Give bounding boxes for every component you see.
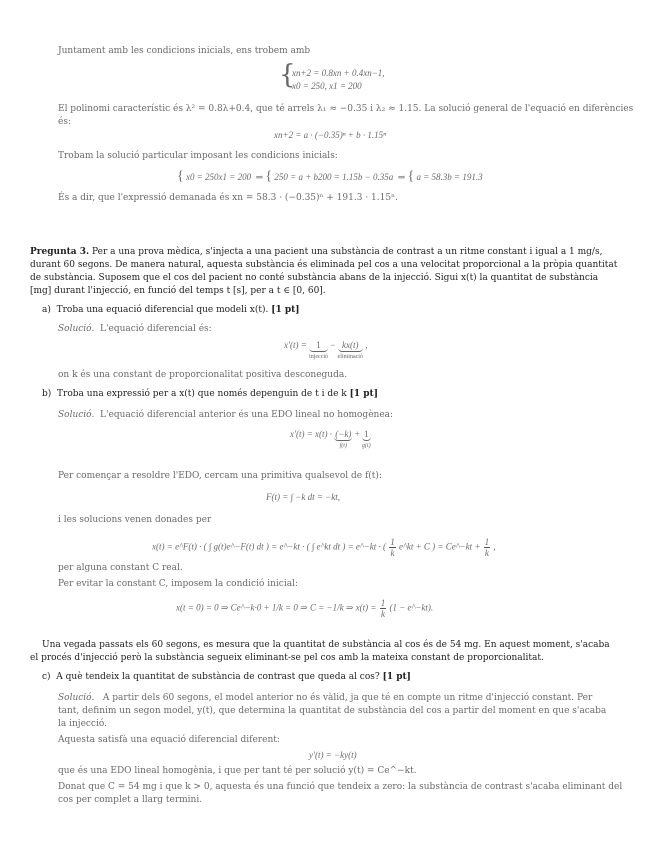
g-term-value: 1 xyxy=(362,429,371,441)
part-a-solution xyxy=(58,324,212,334)
part-b-solution-label: Solució. xyxy=(58,410,95,420)
final-line1: Donat que C = 54 mg i que k > 0, aquesta és una funció que tendeix a zero: la substància de contrast s'acaba eliminant del xyxy=(58,782,623,792)
part-b-label: b) xyxy=(42,389,52,399)
part-c-points: [1 pt] xyxy=(382,672,411,682)
part-a-solution-label: Solució. xyxy=(58,324,95,334)
elimination-term-value: kx(t) xyxy=(338,340,363,352)
initial-condition-intro: Per evitar la constant C, imposem la condició inicial: xyxy=(58,579,298,589)
general-solution-part3: , xyxy=(493,541,496,552)
interlude-line1: Una vegada passats els 60 segons, es mesura que la quantitat de substància al cos és de 54 mg. En aquest moment, s'acaba xyxy=(42,640,610,650)
primitive-equation: F(t) = ∫ −k dt = −kt, xyxy=(266,492,340,502)
question-line4: [mg] durant l'injecció, en funció del temps t [s], per a t ∈ [0, 60]. xyxy=(30,286,326,296)
part-a-text: Troba una equació diferencial que modeli x(t). xyxy=(56,305,269,315)
injection-term-label: injecció xyxy=(309,354,329,360)
f-term xyxy=(334,429,352,449)
part-b-equation xyxy=(290,429,371,449)
fraction-3-denominator: k xyxy=(380,609,385,619)
fraction-2-denominator: k xyxy=(484,548,489,558)
part-c-text: A què tendeix la quantitat de substància de contrast que queda al cos? xyxy=(56,672,380,682)
fraction-one-over-k-1 xyxy=(389,537,396,558)
g-term-label: g(t) xyxy=(361,443,371,449)
part-b-points: [1 pt] xyxy=(349,389,378,399)
part-c-solution-label: Solució. xyxy=(58,693,95,703)
part-b-solution-text: L'equació diferencial anterior és una EDO lineal no homogènea: xyxy=(100,410,394,420)
part-b-text: Troba una expressió per a x(t) que només depenguin de t i de k xyxy=(57,389,347,399)
question-line3: de substància. Suposem que el cos del pacient no conté substància abans de la injecció. Sigui x(t) la quantitat de substància xyxy=(30,273,599,283)
final-line2: cos per complet a llarg termini. xyxy=(58,795,203,805)
recurrence-equation: xn+2 = 0.8xn + 0.4xn−1, xyxy=(292,68,385,78)
part-c-heading xyxy=(42,672,411,682)
initial-condition-part1: x(t = 0) = 0 ⇒ Ce^−k·0 + 1/k = 0 ⇒ C = −1/k ⇒ x(t) = xyxy=(176,602,377,613)
fraction-1-denominator: k xyxy=(390,548,395,558)
solutions-intro: i les solucions venen donades per xyxy=(58,515,212,525)
intro-text: Juntament amb les condicions inicials, ens trobem amb xyxy=(58,46,311,56)
question-line1: Per a una prova mèdica, s'injecta a una pacient una substància de contrast a un ritme constant i igual a 1 mg/s, xyxy=(92,247,603,257)
injection-term-value: 1 xyxy=(309,340,328,352)
initial-condition-part2: (1 − e^−kt). xyxy=(389,602,434,613)
particular-intro: Trobam la solució particular imposant les condicions inicials: xyxy=(58,151,338,161)
general-solution: xn+2 = a · (−0.35)ⁿ + b · 1.15ⁿ xyxy=(274,130,386,140)
initial-condition-equation xyxy=(176,598,433,619)
part-a-heading xyxy=(42,305,300,315)
part-b-plus: + xyxy=(354,429,362,439)
part-a-solution-text: L'equació diferencial és: xyxy=(100,324,212,334)
primitive-intro: Per començar a resoldre l'EDO, cercam una primitiva qualsevol de f(t): xyxy=(58,471,382,481)
fraction-2-numerator: 1 xyxy=(484,537,490,547)
part-c-label: c) xyxy=(42,672,51,682)
homogeneous-equation: y′(t) = −ky(t) xyxy=(309,750,357,760)
f-term-value: (−k) xyxy=(335,429,352,439)
elimination-term-label: eliminació xyxy=(337,354,363,360)
fraction-one-over-k-3 xyxy=(380,598,387,619)
fraction-one-over-k-2 xyxy=(484,537,491,558)
question-line2: durant 60 segons. De manera natural, aquesta substància és eliminada pel cos a una velocitat proporcional a la pròpia quantitat xyxy=(30,260,618,270)
ic-system-1: x0 = 250x1 = 200 xyxy=(185,172,252,182)
part-a-minus: − xyxy=(330,340,336,350)
conclusion-text: És a dir, que l'expressió demanada és xn = 58.3 · (−0.35)ⁿ + 191.3 · 1.15ⁿ. xyxy=(58,193,398,203)
part-a-note: on k és una constant de proporcionalitat positiva desconeguda. xyxy=(58,370,348,380)
part-c-solution-line2: tant, definim un segon model, y(t), que determina la quantitat de substància del cos a partir del moment en que s'acaba xyxy=(58,706,607,716)
part-a-equation xyxy=(284,340,367,360)
g-term xyxy=(362,429,371,449)
diff-eq-note: que és una EDO lineal homogènia, i que per tant té per solució y(t) = Ce^−kt. xyxy=(58,766,417,776)
part-b-solution xyxy=(58,410,393,420)
question-title: Pregunta 3. xyxy=(30,247,90,257)
fraction-1-numerator: 1 xyxy=(390,537,395,547)
general-solution-equation xyxy=(152,537,496,558)
part-a-points: [1 pt] xyxy=(271,305,300,315)
part-c-solution-line3: la injecció. xyxy=(58,719,107,729)
general-solution-part1: x(t) = e^F(t) · ( ∫ g(t)e^−F(t) dt ) = e^−kt · ( ∫ e^kt dt ) = e^−kt · ( xyxy=(152,541,387,552)
initial-conditions-row: { x0 = 250x1 = 200 ⇒ { 250 = a + b200 = 1.15b − 0.35a ⇒ { a = 58.3b = 191.3 xyxy=(177,169,483,184)
characteristic-polynomial-line2: és: xyxy=(58,117,71,127)
ic-system-3: a = 58.3b = 191.3 xyxy=(416,172,483,182)
injection-term xyxy=(309,340,328,360)
system-brace: { xyxy=(279,60,296,90)
general-solution-part2: e^kt + C ) = Ce^−kt + xyxy=(399,541,481,552)
question-title-line xyxy=(30,247,602,257)
diff-eq-intro: Aquesta satisfà una equació diferencial diferent: xyxy=(58,735,280,745)
characteristic-polynomial-line1: El polinomi característic és λ² = 0.8λ+0.4, que té arrels λ₁ ≈ −0.35 i λ₂ ≈ 1.15. La solució general de l'equació en diferències xyxy=(58,104,634,114)
f-term-label: f(t) xyxy=(339,443,347,449)
initial-values: x0 = 250, x1 = 200 xyxy=(292,81,362,91)
elimination-term xyxy=(338,340,363,360)
part-a-label: a) xyxy=(42,305,51,315)
interlude-line2: el procés d'injecció però la substància segueix eliminant-se pel cos amb la mateixa constant de proporcionalitat. xyxy=(30,653,544,663)
part-b-heading xyxy=(42,389,378,399)
constant-note: per alguna constant C real. xyxy=(58,563,183,573)
part-a-eq-lhs: x′(t) = xyxy=(284,340,310,350)
part-c-solution-line1 xyxy=(58,693,592,703)
ic-system-2: 250 = a + b200 = 1.15b − 0.35a xyxy=(274,172,394,182)
part-b-eq-lhs: x′(t) = x(t) · xyxy=(290,429,335,439)
fraction-3-numerator: 1 xyxy=(380,598,386,608)
part-a-eq-tail: , xyxy=(365,340,368,350)
part-c-solution-text1: A partir dels 60 segons, el model anterior no és vàlid, ja que té en compte un ritme d'injecció constant. Per xyxy=(102,693,593,703)
